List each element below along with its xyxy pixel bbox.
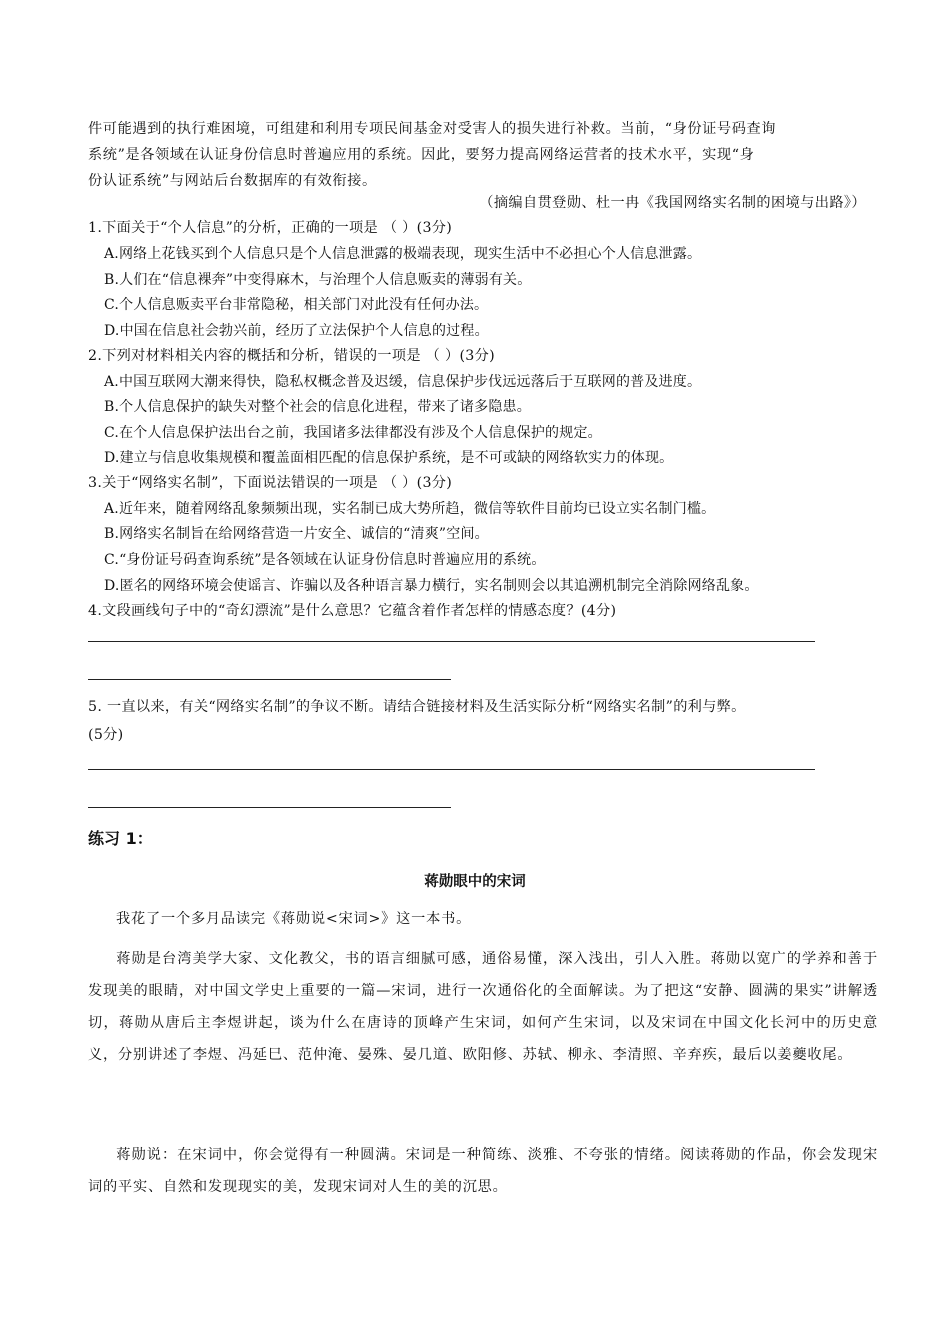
source-citation: （摘编自贯登勋、杜一冉《我国网络实名制的困境与出路》） <box>479 195 866 211</box>
article-paragraph-3-text: 蒋勋说：在宋词中，你会觉得有一种圆满。宋词是一种简练、淡雅、不夸张的情绪。阅读蒋勋的作品，你会发现宋词的平实、自然和发现现实的美，发现宋词对人生的美的沉思。 <box>88 1147 878 1195</box>
answer-line-q5-1 <box>88 769 815 770</box>
question-1-option-d: D.中国在信息社会勃兴前，经历了立法保护个人信息的过程。 <box>104 323 489 339</box>
question-3-option-c: C.“身份证号码查询系统”是各领域在认证身份信息时普遍应用的系统。 <box>104 552 546 568</box>
question-1-option-c: C.个人信息贩卖平台非常隐秘，相关部门对此没有任何办法。 <box>104 297 489 313</box>
question-5-stem: 5. 一直以来，有关“网络实名制”的争议不断。请结合链接材料及生活实际分析“网络实名制”的利与弊。 <box>88 699 746 715</box>
article-paragraph-2-text: 蒋勋是台湾美学大家、文化教父，书的语言细腻可感，通俗易懂，深入浅出，引人入胜。蒋勋以宽广的学养和善于发现美的眼睛，对中国文学史上重要的一篇—宋词，进行一次通俗化的全面解读。为了把这“安静、圆满的果实”讲解透切，蒋勋从唐后主李煜讲起，谈为什么在唐诗的顶峰产生宋词，如何产生宋词，以及宋词在中国文化长河中的历史意义，分别讲述了李煜、冯延巳、范仲淹、晏殊、晏几道、欧阳修、苏轼、柳永、李清照、辛弃疾，最后以姜夔收尾。 <box>88 951 878 1063</box>
answer-line-q4-1 <box>88 641 815 642</box>
question-3-option-b: B.网络实名制旨在给网络营造一片安全、诚信的“清爽”空间。 <box>104 526 489 542</box>
question-2-stem: 2.下列对材料相关内容的概括和分析，错误的一项是 （ ）(3分) <box>88 348 495 364</box>
article-paragraph-3 <box>88 1139 878 1203</box>
question-3-option-a: A.近年来，随着网络乱象频频出现，实名制已成大势所趋，微信等软件目前均已设立实名制门槛。 <box>104 501 716 517</box>
answer-line-q5-2 <box>88 807 451 808</box>
question-1-option-b: B.人们在“信息裸奔”中变得麻木，与治理个人信息贩卖的薄弱有关。 <box>104 272 532 288</box>
article-paragraph-1 <box>88 903 878 935</box>
intro-line-1: 件可能遇到的执行难困境，可组建和利用专项民间基金对受害人的损失进行补救。当前，“身份证号码查询 <box>88 121 777 137</box>
question-1-option-a: A.网络上花钱买到个人信息只是个人信息泄露的极端表现，现实生活中不必担心个人信息泄露。 <box>104 246 702 262</box>
question-3-stem: 3.关于“网络实名制”，下面说法错误的一项是 （ ）(3分) <box>88 475 453 491</box>
question-4-stem: 4.文段画线句子中的“奇幻漂流”是什么意思？它蕴含着作者怎样的情感态度？(4分) <box>88 603 617 619</box>
question-2-option-b: B.个人信息保护的缺失对整个社会的信息化进程，带来了诸多隐患。 <box>104 399 531 415</box>
answer-line-q4-2 <box>88 679 451 680</box>
question-3-option-d: D.匿名的网络环境会使谣言、诈骗以及各种语言暴力横行，实名制则会以其追溯机制完全消除网络乱象。 <box>104 578 759 594</box>
exercise-heading: 练习 1： <box>88 829 153 848</box>
article-paragraph-2 <box>88 943 878 1071</box>
article-title: 蒋勋眼中的宋词 <box>424 874 526 890</box>
article-paragraph-1-text: 我花了一个多月品读完《蒋勋说<宋词>》这一本书。 <box>116 911 472 927</box>
question-2-option-c: C.在个人信息保护法出台之前，我国诸多法律都没有涉及个人信息保护的规定。 <box>104 425 602 441</box>
question-1-stem: 1.下面关于“个人信息”的分析，正确的一项是 （ ）(3分) <box>88 220 453 236</box>
question-2-option-a: A.中国互联网大潮来得快，隐私权概念普及迟缓，信息保护步伐远远落后于互联网的普及进度。 <box>104 374 702 390</box>
intro-line-3: 份认证系统”与网站后台数据库的有效衔接。 <box>88 173 377 189</box>
question-2-option-d: D.建立与信息收集规模和覆盖面相匹配的信息保护系统，是不可或缺的网络软实力的体现。 <box>104 450 674 466</box>
intro-line-2: 系统”是各领域在认证身份信息时普遍应用的系统。因此，要努力提高网络运营者的技术水平，实现“身 <box>88 147 755 163</box>
question-5-score: (5分) <box>88 727 124 743</box>
